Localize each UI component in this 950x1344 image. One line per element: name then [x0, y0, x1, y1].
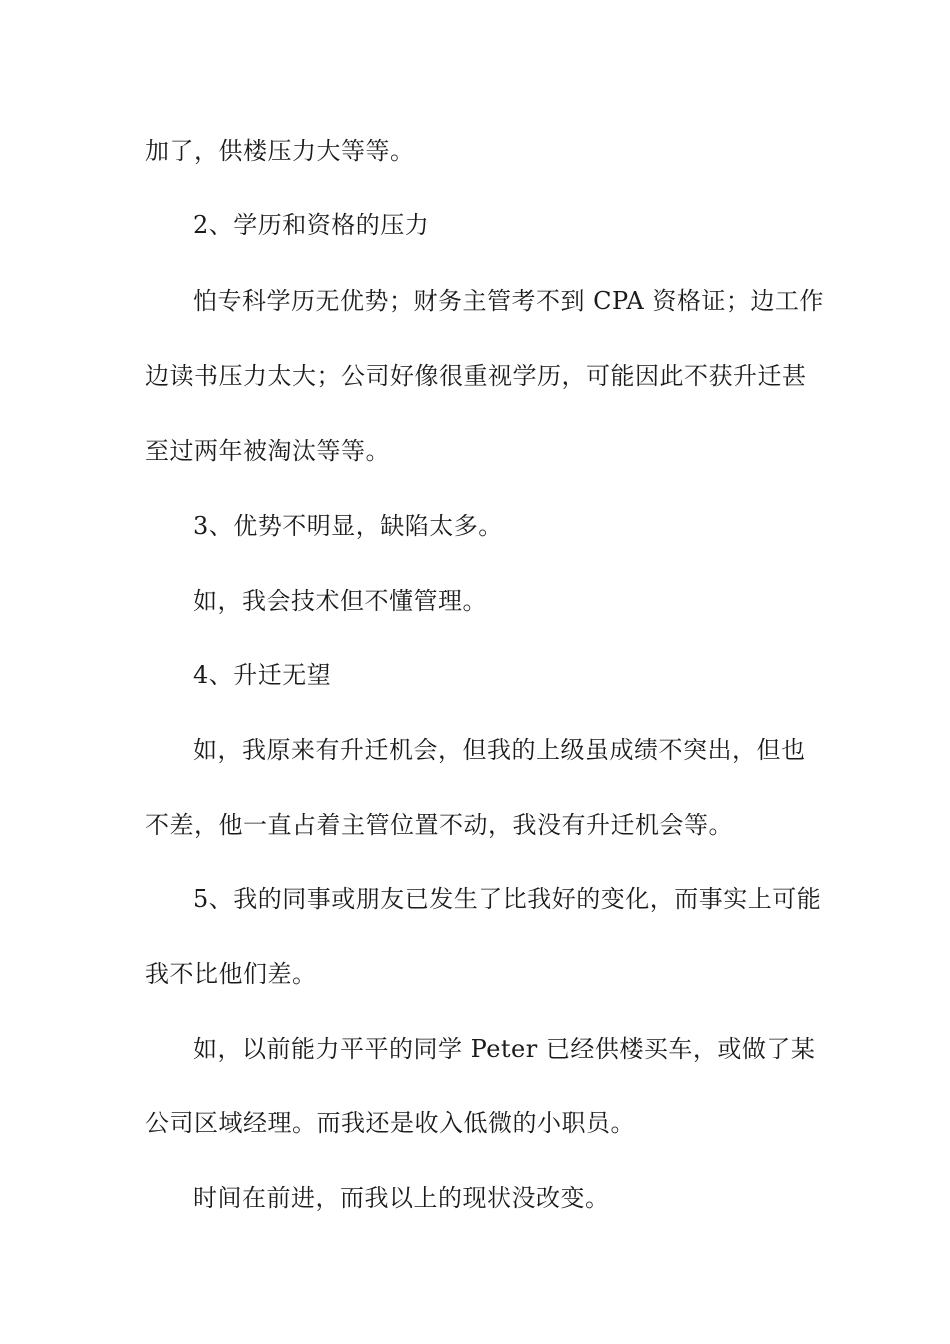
- paragraph-line: 我不比他们差。: [145, 960, 317, 988]
- section-heading-2: 2、学历和资格的压力: [193, 211, 430, 239]
- paragraph-line: 如，我原来有升迁机会，但我的上级虽成绩不突出，但也: [193, 736, 806, 764]
- section-heading-5: 5、我的同事或朋友已发生了比我好的变化，而事实上可能: [193, 885, 822, 913]
- section-heading-4: 4、升迁无望: [193, 661, 332, 689]
- paragraph-line: 加了，供楼压力大等等。: [145, 137, 415, 165]
- paragraph-line: 如，我会技术但不懂管理。: [193, 587, 487, 615]
- paragraph-line: 不差，他一直占着主管位置不动，我没有升迁机会等。: [145, 811, 733, 839]
- paragraph-line: 如，以前能力平平的同学 Peter 已经供楼买车，或做了某: [193, 1035, 816, 1063]
- section-heading-3: 3、优势不明显，缺陷太多。: [193, 512, 503, 540]
- paragraph-line: 公司区域经理。而我还是收入低微的小职员。: [145, 1109, 635, 1137]
- paragraph-line: 怕专科学历无优势；财务主管考不到 CPA 资格证；边工作: [193, 287, 824, 315]
- paragraph-line: 至过两年被淘汰等等。: [145, 437, 390, 465]
- paragraph-line: 时间在前进，而我以上的现状没改变。: [193, 1184, 610, 1212]
- paragraph-line: 边读书压力太大；公司好像很重视学历，可能因此不获升迁甚: [145, 362, 807, 390]
